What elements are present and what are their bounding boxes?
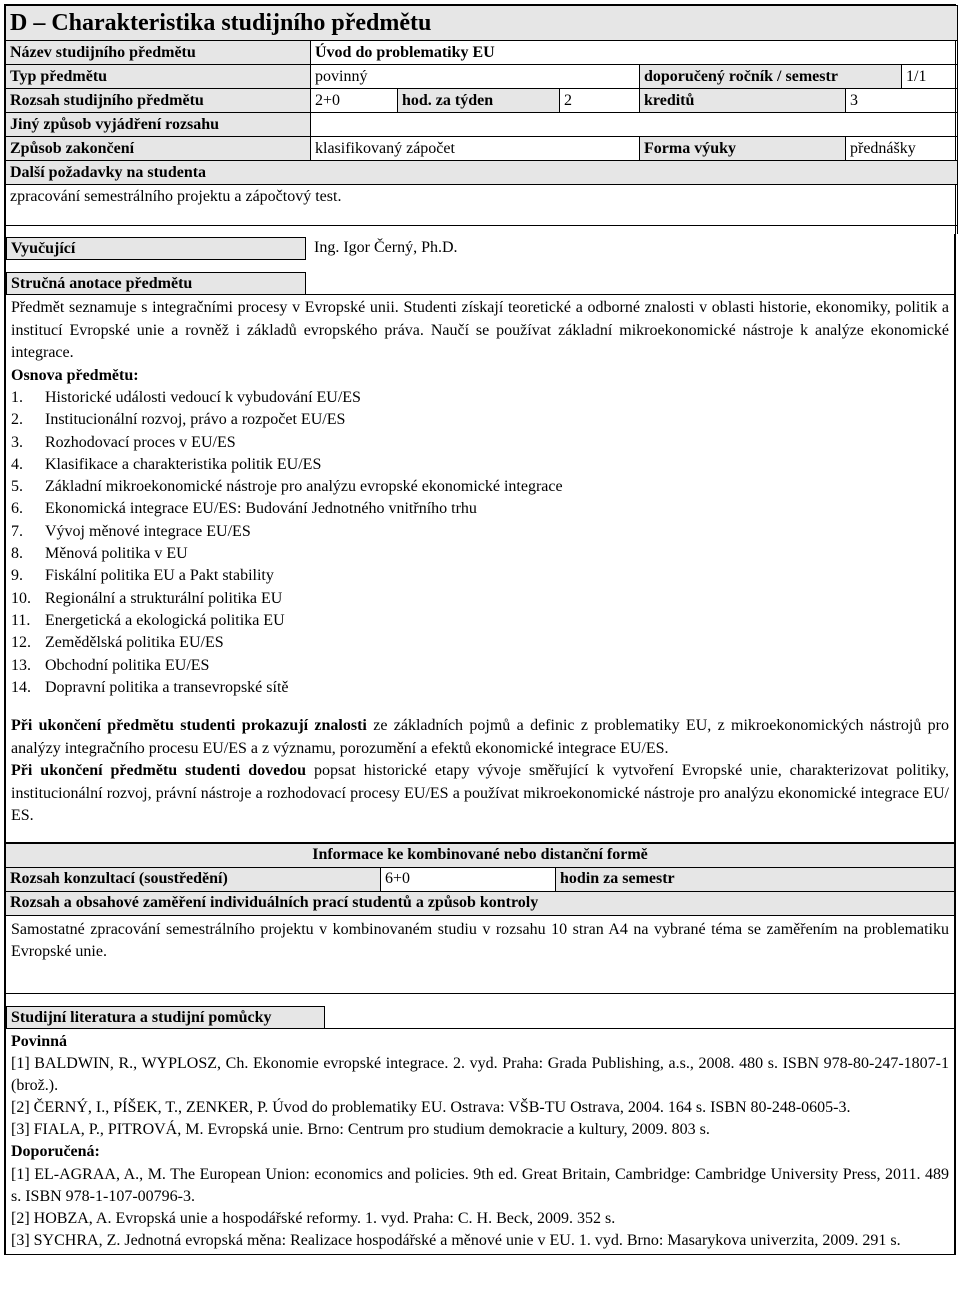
outline-item xyxy=(11,521,949,543)
work-text: Samostatné zpracování semestrálního projektu v kombinovaném studiu v rozsahu 10 stran A4 na vybrané téma se zaměřením na problematiku Evropské unie. xyxy=(11,920,949,961)
outline-item-number: 10. xyxy=(11,589,31,607)
consult-label: Rozsah konzultací (soustředění) xyxy=(6,867,381,891)
annotation-text: Předmět seznamuje s integračními procesy v Evropské unii. Studenti získají teoretické a odborné znalosti v oblasti historie, ekonomiky, politik a institucí Evropské unie a rovněž i základů evropského práva. Naučí se používat základní mikroekonomické nástroje k analýze ekonomické integrace. xyxy=(11,299,949,361)
required-list xyxy=(11,1053,949,1141)
outline-item-number: 11. xyxy=(11,611,31,629)
work-block xyxy=(5,916,955,994)
outline-title: Osnova předmětu: xyxy=(11,366,139,384)
literature-entry: [3] SYCHRA, Z. Jednotná evropská měna: Realizace hospodářské a měnové unie v EU. 1. vyd. Brno: Masarykova univerzita, 2009. 291 s. xyxy=(11,1231,901,1249)
teachers-row xyxy=(5,234,955,262)
outline-item-text: Rozhodovací proces v EU/ES xyxy=(45,433,236,451)
recommended-title: Doporučená: xyxy=(11,1143,100,1161)
outline-item xyxy=(11,498,949,520)
year-value: 1/1 xyxy=(902,65,958,89)
outline-item-text: Zemědělská politika EU/ES xyxy=(45,634,224,652)
outline-item-text: Institucionální rozvoj, právo a rozpočet EU/ES xyxy=(45,411,346,429)
literature-entry: [1] BALDWIN, R., WYPLOSZ, Ch. Ekonomie evropské integrace. 2. vyd. Praha: Grada Publishing, a.s., 2008. 480 s. ISBN 978-80-247-1807-1 (brož.). xyxy=(11,1055,949,1095)
recommended-list xyxy=(11,1164,949,1252)
outline-item-text: Fiskální politika EU a Pakt stability xyxy=(45,567,274,585)
outline-item xyxy=(11,543,949,565)
outline-item-number: 8. xyxy=(11,545,23,563)
hours-value: 2 xyxy=(560,89,640,113)
name-value: Úvod do problematiky EU xyxy=(311,41,958,65)
literature-label: Studijní literatura a studijní pomůcky xyxy=(6,1006,325,1029)
outline-item xyxy=(11,565,949,587)
course-info-table xyxy=(5,5,958,234)
outline-item xyxy=(11,409,949,431)
requirements-label: Další požadavky na studenta xyxy=(6,161,958,185)
hours-label: hod. za týden xyxy=(398,89,560,113)
outline-item xyxy=(11,632,949,654)
outcome-knowledge: Při ukončení předmětu studenti prokazují znalosti ze základních pojmů a definic z problematiky EU, z mikroekonomických nástrojů pro analýzy integračního procesu EU/ES a z významu, porozumění a efektů ekonomické integrace EU/ES. xyxy=(11,717,950,757)
combined-title: Informace ke kombinované nebo distanční formě xyxy=(6,843,955,867)
outline-item xyxy=(11,677,949,699)
other-scope-value xyxy=(311,113,958,137)
outline-item-text: Energetická a ekologická politika EU xyxy=(45,611,285,629)
required-title: Povinná xyxy=(11,1032,68,1050)
literature-block xyxy=(5,1029,955,1254)
literature-label-row xyxy=(5,1006,955,1029)
course-sheet xyxy=(4,4,956,1255)
outline-item-text: Ekonomická integrace EU/ES: Budování Jednotného vnitřního trhu xyxy=(45,500,477,518)
literature-entry: [2] HOBZA, A. Evropská unie a hospodářské reformy. 1. vyd. Praha: C. H. Beck, 2009. 352 s. xyxy=(11,1209,616,1227)
literature-entry: [1] EL-AGRAA, A., M. The European Union: economics and policies. 9th ed. Great Britain, Cambridge: Cambridge University Press, 2011. 489 s. ISBN 978-1-107-00796-3. xyxy=(11,1165,949,1205)
outline-item xyxy=(11,454,949,476)
outline-item-text: Historické události vedoucí k vybudování EU/ES xyxy=(45,389,361,406)
completion-value: klasifikovaný zápočet xyxy=(311,137,640,161)
completion-label: Způsob zakončení xyxy=(6,137,311,161)
outline-item-text: Měnová politika v EU xyxy=(45,545,188,563)
consult-value: 6+0 xyxy=(381,867,556,891)
outline-item-text: Základní mikroekonomické nástroje pro analýzu evropské ekonomické integrace xyxy=(45,478,563,496)
outline-item xyxy=(11,387,949,409)
outline-item-number: 2. xyxy=(11,411,23,429)
outline-item-text: Regionální a strukturální politika EU xyxy=(45,589,283,607)
teachers-label: Vyučující xyxy=(6,237,306,260)
teachers-value: Ing. Igor Černý, Ph.D. xyxy=(314,239,458,256)
combined-form-table xyxy=(5,843,955,916)
outline-item-text: Klasifikace a charakteristika politik EU/ES xyxy=(45,455,322,473)
annotation-label-row xyxy=(5,272,955,295)
type-label: Typ předmětu xyxy=(6,65,311,89)
outline-item-number: 3. xyxy=(11,433,23,451)
credits-label: kreditů xyxy=(640,89,846,113)
form-label: Forma výuky xyxy=(640,137,846,161)
outcome-skills: Při ukončení předmětu studenti dovedou popsat historické etapy vývoje směřující k vytvoření Evropské unie, charakterizovat politiky, institucionální rozvoj, právní nástroje a rozhodovací procesy EU/ES a používat mikroekonomické nástroje pro analýzu ekonomické integrace EU/ ES. xyxy=(11,762,950,825)
outline-item-number: 1. xyxy=(11,389,23,406)
outline-item xyxy=(11,476,949,498)
outline-item-number: 13. xyxy=(11,656,31,674)
outline-item xyxy=(11,432,949,454)
year-label: doporučený ročník / semestr xyxy=(640,65,902,89)
name-label: Název studijního předmětu xyxy=(6,41,311,65)
outline-item-number: 5. xyxy=(11,478,23,496)
scope-value: 2+0 xyxy=(311,89,398,113)
outline-item-number: 12. xyxy=(11,634,31,652)
outline-item-number: 4. xyxy=(11,455,23,473)
outline-item-text: Vývoj měnové integrace EU/ES xyxy=(45,522,251,540)
outline-item-number: 14. xyxy=(11,678,31,696)
credits-value: 3 xyxy=(846,89,958,113)
literature-entry: [2] ČERNÝ, I., PÍŠEK, T., ZENKER, P. Úvod do problematiky EU. Ostrava: VŠB-TU Ostrava, 2004. 164 s. ISBN 80-248-0605-3. xyxy=(11,1099,851,1117)
requirements-value: zpracování semestrálního projektu a zápočtový test. xyxy=(6,185,958,226)
outline-item-text: Obchodní politika EU/ES xyxy=(45,656,210,674)
other-scope-label: Jiný způsob vyjádření rozsahu xyxy=(6,113,311,137)
annotation-block xyxy=(5,295,955,843)
page-title: D – Charakteristika studijního předmětu xyxy=(6,6,958,41)
literature-entry: [3] FIALA, P., PITROVÁ, M. Evropská unie. Brno: Centrum pro studium demokracie a kultury, 2009. 803 s. xyxy=(11,1121,710,1139)
outline-item-text: Dopravní politika a transevropské sítě xyxy=(45,678,289,696)
annotation-label: Stručná anotace předmětu xyxy=(6,272,306,295)
outline-list xyxy=(11,387,949,699)
outline-item xyxy=(11,610,949,632)
outline-item-number: 6. xyxy=(11,500,23,518)
outline-item-number: 7. xyxy=(11,522,23,540)
work-label: Rozsah a obsahové zaměření individuálních prací studentů a způsob kontroly xyxy=(6,891,955,915)
outline-item-number: 9. xyxy=(11,567,23,585)
scope-label: Rozsah studijního předmětu xyxy=(6,89,311,113)
outline-item xyxy=(11,588,949,610)
consult-unit: hodin za semestr xyxy=(556,867,955,891)
form-value: přednášky xyxy=(846,137,958,161)
type-value: povinný xyxy=(311,65,640,89)
outline-item xyxy=(11,655,949,677)
